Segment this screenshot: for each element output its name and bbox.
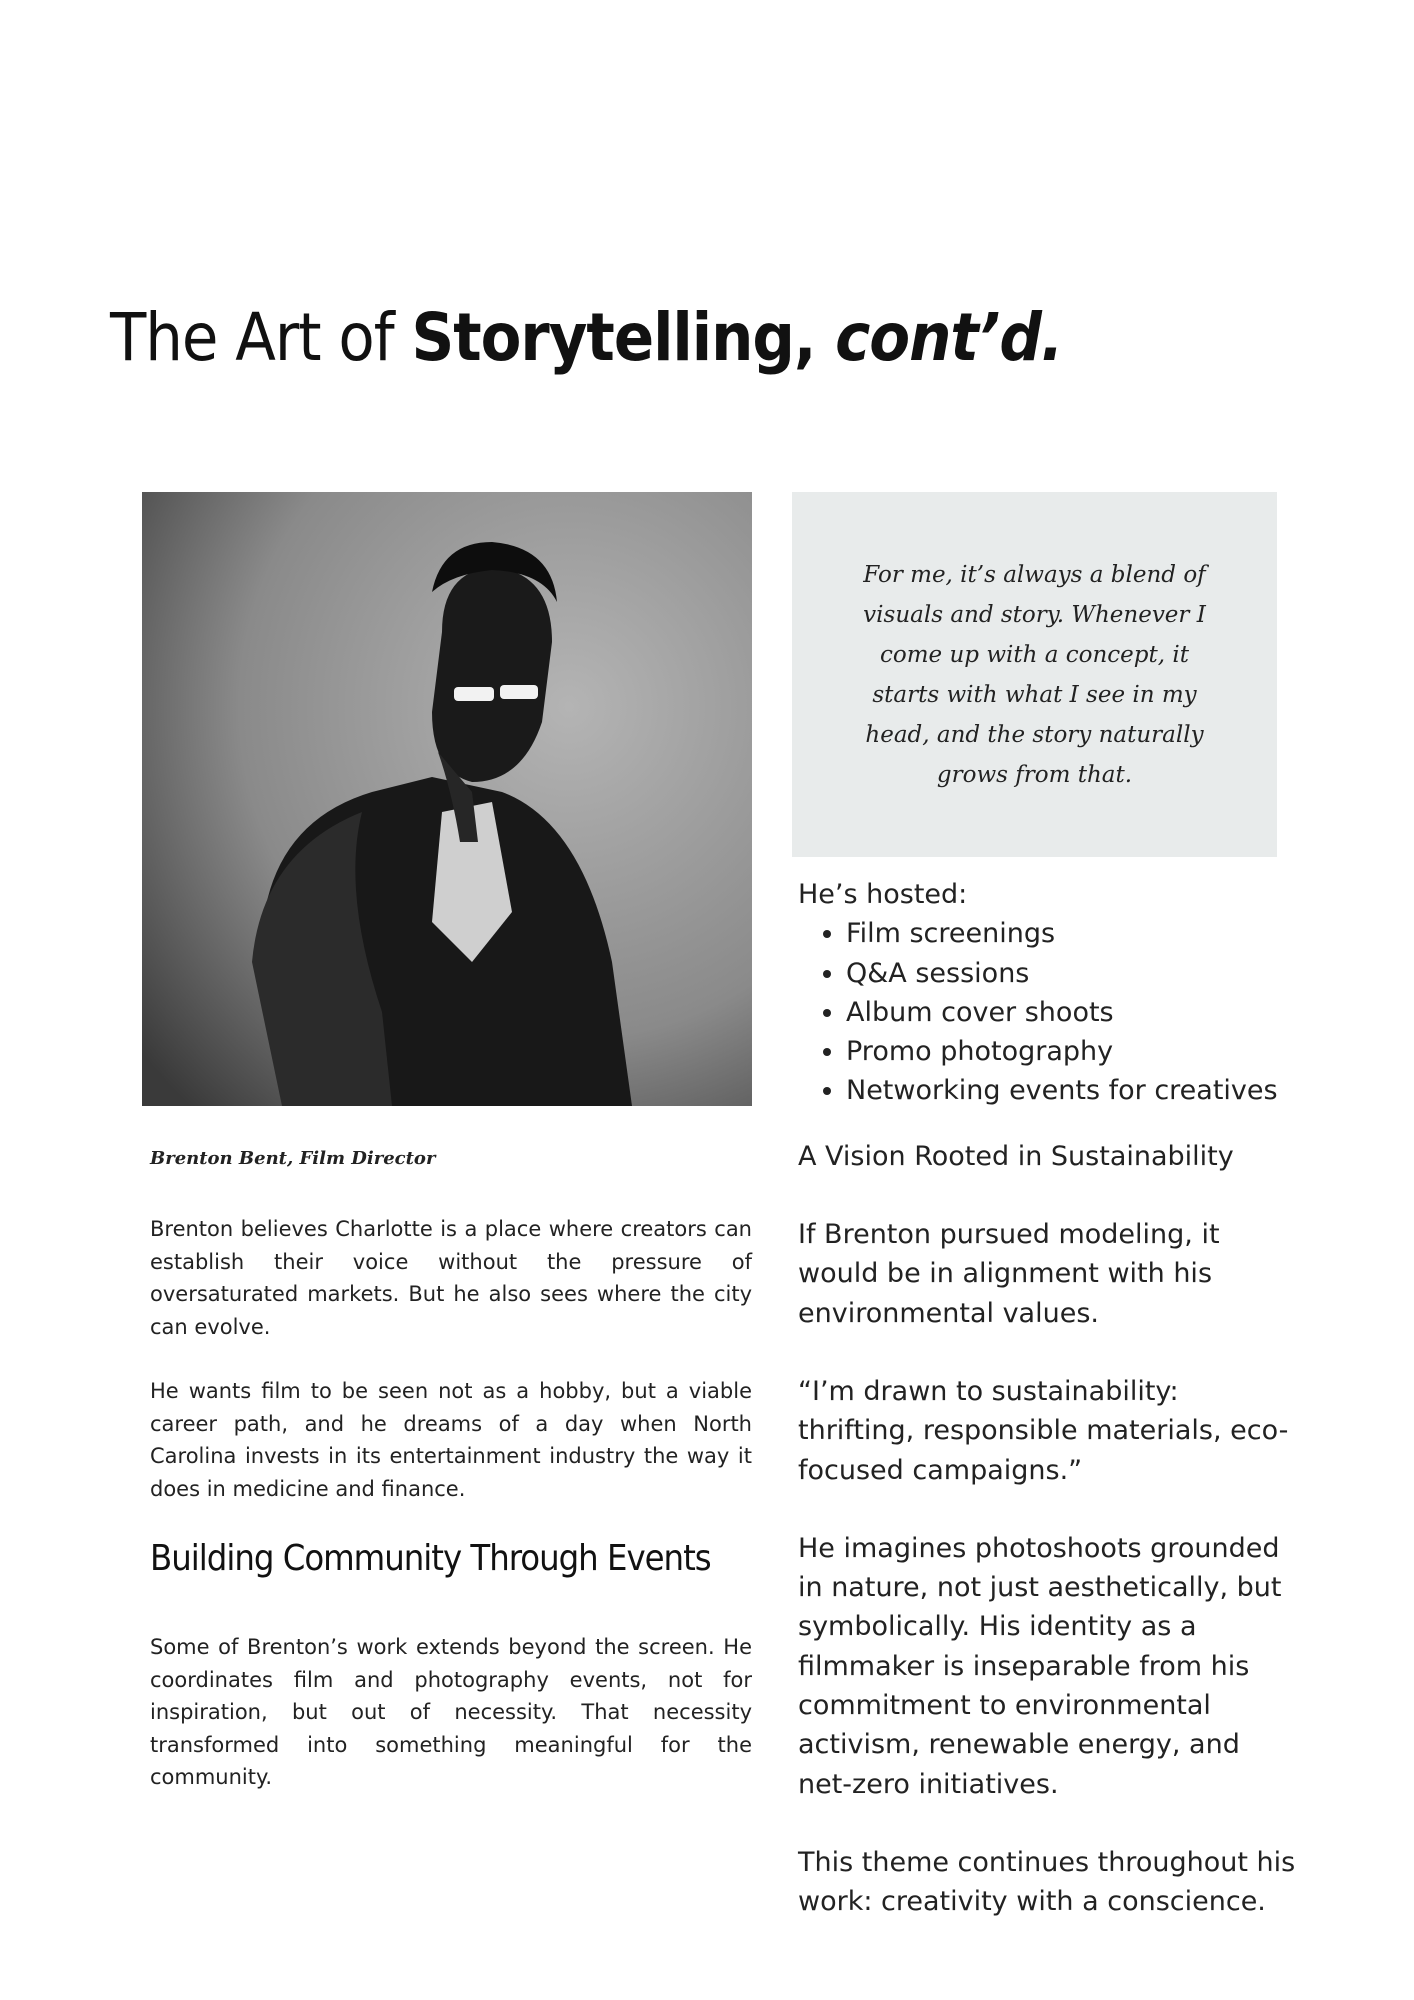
list-item: • Promo photography <box>846 1032 1298 1071</box>
body-paragraph: This theme continues throughout his work: creativity with a conscience. <box>798 1846 1296 1918</box>
photo-caption: Brenton Bent, Film Director <box>150 1148 436 1169</box>
list-item: • Networking events for creatives <box>846 1071 1298 1110</box>
hosted-label: He’s hosted: <box>798 879 968 910</box>
list-item: • Album cover shoots <box>846 993 1298 1032</box>
list-item: • Q&A sessions <box>846 954 1298 993</box>
portrait-photo <box>142 492 752 1106</box>
right-column <box>798 875 1298 1922</box>
hosted-list <box>798 914 1298 1110</box>
section-heading-community: Building Community Through Events <box>150 1538 711 1579</box>
portrait-illustration <box>142 492 752 1106</box>
page-title <box>110 298 1062 378</box>
list-item: • Film screenings <box>846 914 1298 953</box>
title-regular: The Art of <box>110 299 412 376</box>
body-paragraph: He wants film to be seen not as a hobby, but a viable career path, and he dreams of a day when North Carolina invests in its entertainment industry the way it does in medicine and finance. <box>150 1379 752 1501</box>
title-italic: cont’d. <box>835 299 1063 376</box>
body-paragraph: Brenton believes Charlotte is a place where creators can establish their voice without the pressure of oversaturated markets. But he also sees where the city can evolve. <box>150 1217 752 1339</box>
title-bold: Storytelling, <box>411 299 836 376</box>
body-paragraph: Some of Brenton’s work extends beyond the screen. He coordinates film and photography events, not for inspiration, but out of necessity. That necessity transformed into something meaningful for the community. <box>150 1635 752 1789</box>
quote-paragraph: “I’m drawn to sustainability: thrifting, responsible materials, eco-focused campaigns.” <box>798 1375 1289 1486</box>
section-heading-sustainability: A Vision Rooted in Sustainability <box>798 1140 1234 1172</box>
pull-quote <box>792 492 1277 857</box>
left-column-community <box>150 1631 752 1794</box>
body-paragraph: He imagines photoshoots grounded in nature, not just aesthetically, but symbolically. His identity as a filmmaker is inseparable from his commitment to environmental activism, renewable energy, and net-zero initiatives. <box>798 1532 1282 1800</box>
body-paragraph: If Brenton pursued modeling, it would be in alignment with his environmental values. <box>798 1219 1220 1329</box>
pull-quote-text: For me, it’s always a blend of visuals and story. Whenever I come up with a concept, it starts with what I see in my head, and the story naturally grows from that. <box>863 561 1206 788</box>
left-column-intro <box>150 1213 752 1505</box>
